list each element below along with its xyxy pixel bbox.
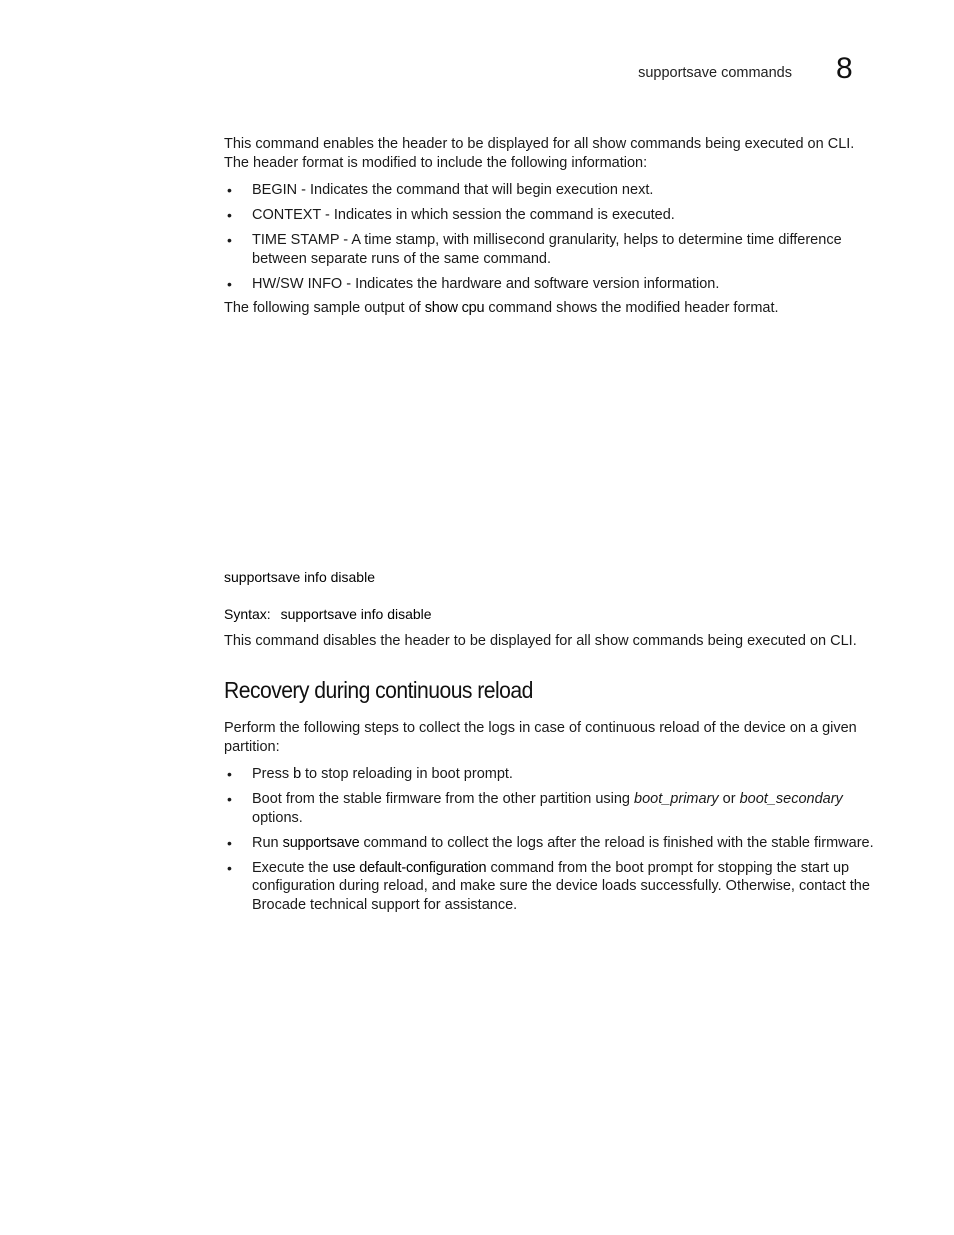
syntax-line: [224, 606, 432, 622]
list-item: • BEGIN - Indicates the command that will begin execution next.: [227, 182, 654, 198]
option-name: boot_secondary: [739, 791, 843, 807]
bullet-icon: •: [227, 232, 232, 248]
bullet-icon: •: [227, 791, 232, 807]
recovery-section: [224, 719, 874, 921]
key-name: b: [293, 766, 301, 782]
bullet-icon: •: [227, 275, 232, 292]
option-name: boot_primary: [634, 791, 719, 807]
bullet-icon: •: [227, 859, 232, 876]
list-item: • Boot from the stable firmware from the other partition using boot_primary or boot_secondary options.: [227, 791, 843, 826]
intro-section: [224, 135, 870, 317]
sample-output-sentence: The following sample output of show cpu command shows the modified header format.: [224, 299, 779, 316]
disable-description: This command disables the header to be displayed for all show commands being executed on CLI.: [224, 633, 857, 649]
list-item: • TIME STAMP - A time stamp, with millisecond granularity, helps to determine time difference between separate runs of the same command.: [227, 232, 842, 267]
intro-paragraph: This command enables the header to be displayed for all show commands being executed on CLI. The header format is modified to include the following information:: [224, 136, 855, 171]
list-item: • Execute the use default-configuration command from the boot prompt for stopping the start up configuration during reload, and make sure the device loads successfully. Otherwise, contact the Brocade technical support for assistance.: [227, 859, 870, 913]
syntax-label: Syntax:: [224, 606, 271, 622]
bullet-icon: •: [227, 182, 232, 198]
bullet-icon: •: [227, 207, 232, 223]
list-item: • HW/SW INFO - Indicates the hardware and software version information.: [227, 275, 720, 292]
list-item: • CONTEXT - Indicates in which session the command is executed.: [227, 207, 675, 223]
bullet-icon: •: [227, 834, 232, 851]
bullet-icon: •: [227, 766, 232, 782]
section-heading: Recovery during continuous reload: [224, 677, 533, 703]
command-name: supportsave: [282, 834, 360, 851]
running-header-title: supportsave commands: [638, 65, 792, 81]
header-info-list: [224, 181, 870, 293]
chapter-number: 8: [836, 52, 853, 85]
command-name: show cpu: [424, 299, 485, 316]
syntax-value: supportsave info disable: [280, 606, 432, 622]
list-item: • Press b to stop reloading in boot prompt.: [227, 766, 513, 782]
recovery-steps-list: [224, 765, 874, 914]
recovery-intro: Perform the following steps to collect the logs in case of continuous reload of the device on a given partition:: [224, 720, 857, 755]
command-title: supportsave info disable: [224, 569, 375, 585]
list-item: • Run supportsave command to collect the logs after the reload is finished with the stable firmware.: [227, 834, 874, 851]
command-name: use default-configuration: [332, 859, 487, 876]
